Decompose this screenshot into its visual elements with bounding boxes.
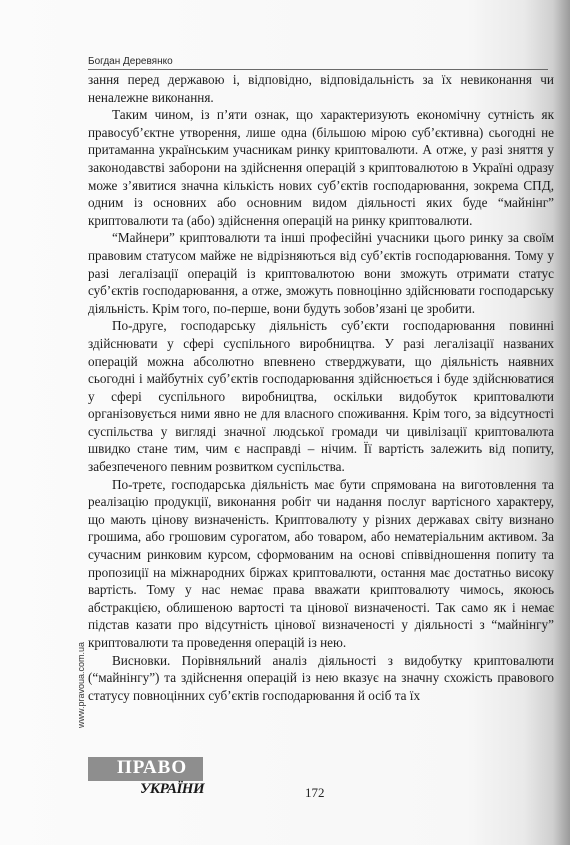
website-url: www.pravoua.com.ua: [76, 641, 86, 728]
journal-logo-subtitle: УКРАЇНИ: [140, 781, 205, 797]
paragraph-5: По-третє, господарська діяльність має бути спрямована на виготовлення та реалізацію продукції, виконання робіт чи надання послуг вартісного характеру, що мають цінову визначеність. Криптовалюту у різних державах світу визнано грошима, або грошовим сурогатом, або товаром, або нематеріальним активом. За сучасним ринковим курсом, сформованим на основі співвідношення попиту та пропозиції на міжнародних біржах криптовалюти, остання має достатньо високу вартість. Тому у нас немає права вважати криптовалюту чимось, якоюсь абстракцією, облишеною вартості та цінової визначеності. Так само як і немає підстав казати про відсутність цінової визначеності у діяльності з “майнінгу” криптовалюти та проведення операцій із нею.: [88, 476, 554, 650]
running-header-author: Богдан Деревянко: [88, 56, 173, 67]
paragraph-1: зання перед державою і, відповідно, відповідальність за їх невиконання чи неналежне виконання.: [88, 72, 554, 105]
paragraph-4: По-друге, господарську діяльність суб’єкти господарювання повинні здійснювати у сфері суспільного виробництва. У разі легалізації названих операцій можна абсолютно впевнено стверджувати, що діяльність наявних сьогодні і майбутніх суб’єктів господарювання здійснюється і буде здійснюватися у сфері суспільного виробництва, оскільки видобуток криптовалюти організовується ними явно не для власного споживання. Крім того, за відсутності суспільства у вигляді значної людської громади чи цивілізації криптовалюта швидко стане тим, чим є насправді – нічим. Її вартість залежить від попиту, забезпеченого певним розвитком суспільства.: [88, 318, 554, 475]
body-text: [88, 71, 554, 704]
page-number: 172: [305, 785, 325, 800]
journal-logo-title: ПРАВО: [117, 757, 188, 778]
paragraph-2: Таким чином, із п’яти ознак, що характеризують економічну сутність як правосуб’єктне утворення, лише одна (більшою мірою суб’єктивна) сьогодні не притаманна українським учасникам ринку криптовалюти. А отже, у разі зняття у законодавстві заборони на здійснення операцій з криптовалютою в Україні одразу може з’явитися значна кількість нових суб’єктів господарювання, зокрема СПД, одним із основних або основним видом діяльності яких буде “майнінг” криптовалюти та (або) здійснення операцій на ринку криптовалюти.: [88, 107, 554, 228]
paragraph-6: Висновки. Порівняльний аналіз діяльності з видобутку криптовалюти (“майнінгу”) та здійснення операцій із нею вказує на значну схожість правового статусу повноцінних суб’єктів господарювання й осіб та їх: [88, 652, 554, 703]
paragraph-3: “Майнери” криптовалюти та інші професійні учасники цього ринку за своїм правовим статусом майже не відрізняються від суб’єктів господарювання. Тому у разі легалізації операцій із криптовалютою вони зможуть отримати статус суб’єктів господарювання, а отже, зможуть повноцінно здійснювати господарську діяльність. Крім того, по-перше, вони будуть зобов’язані це зробити.: [88, 230, 554, 316]
header-rule: [88, 69, 548, 70]
